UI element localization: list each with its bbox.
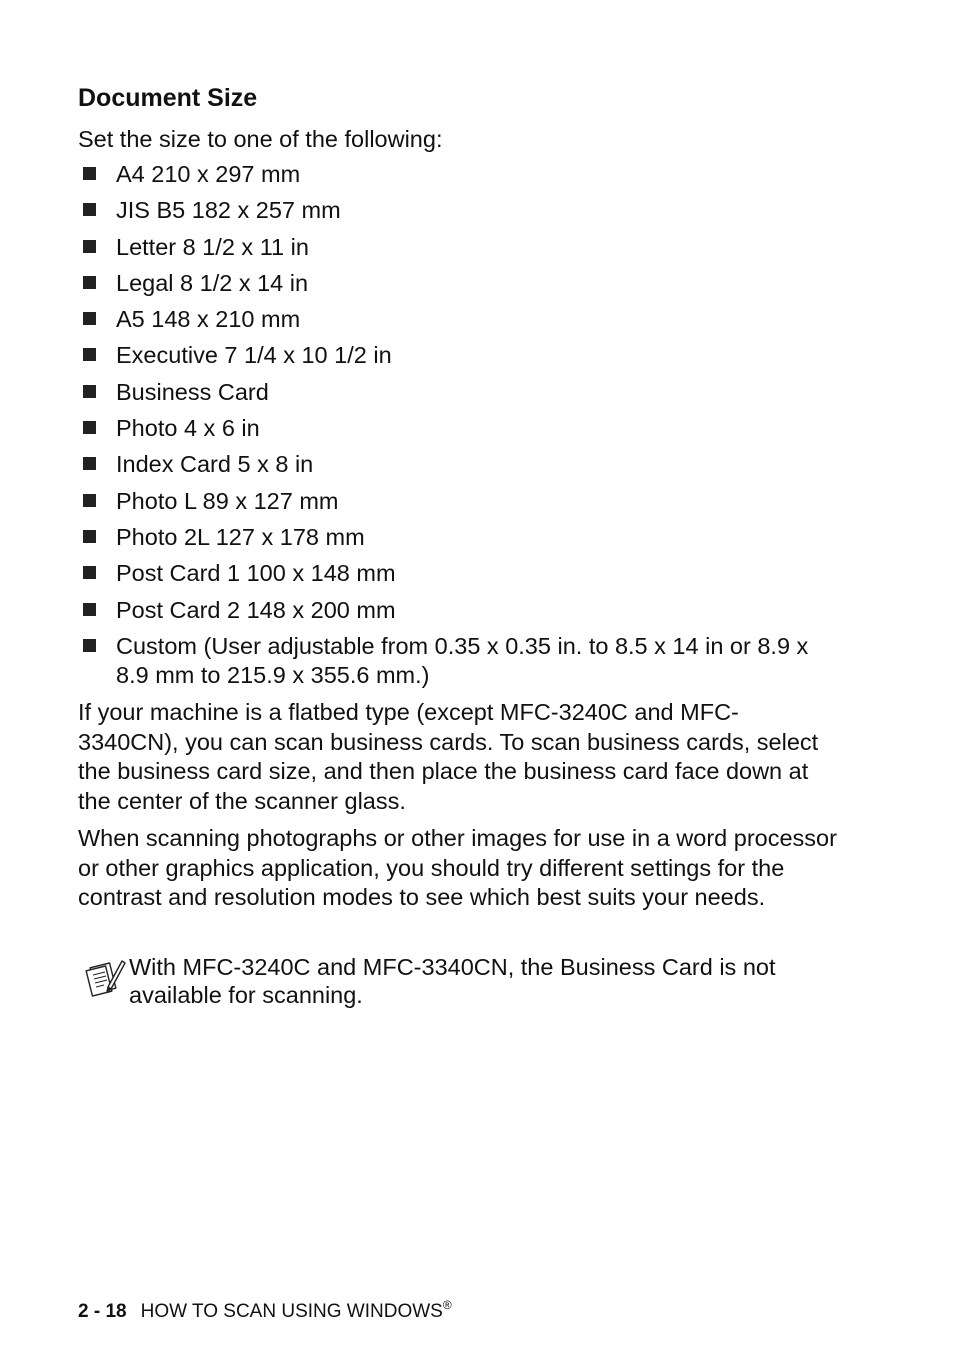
list-item [78,596,838,625]
list-item [78,233,838,262]
list-item-text: A5 148 x 210 mm [116,306,301,333]
square-bullet-icon [83,421,96,434]
list-item [78,632,838,690]
square-bullet-icon [83,494,96,507]
list-item-text: Index Card 5 x 8 in [116,451,314,478]
list-item-text: JIS B5 182 x 257 mm [116,197,341,224]
chapter-title: HOW TO SCAN USING WINDOWS [140,1301,443,1322]
square-bullet-icon [83,566,96,579]
note-pencil-icon [84,957,126,999]
list-item [78,341,838,370]
square-bullet-icon [83,203,96,216]
list-item-text: Letter 8 1/2 x 11 in [116,233,309,260]
list-item-text: Post Card 1 100 x 148 mm [116,560,396,587]
list-item [78,450,838,479]
list-item [78,487,838,516]
square-bullet-icon [83,276,96,289]
square-bullet-icon [83,530,96,543]
square-bullet-icon [83,385,96,398]
list-item-text: Custom (User adjustable from 0.35 x 0.35 in. to 8.5 x 14 in or 8.9 x 8.9 mm to 215.9 x 355.6 mm.) [116,632,809,688]
list-item-text: Executive 7 1/4 x 10 1/2 in [116,342,392,369]
square-bullet-icon [83,240,96,253]
square-bullet-icon [83,348,96,361]
list-item [78,196,838,225]
list-item-text: A4 210 x 297 mm [116,161,301,187]
list-item-text: Photo 4 x 6 in [116,415,260,442]
square-bullet-icon [83,312,96,325]
list-item-text: Legal 8 1/2 x 14 in [116,269,309,296]
list-item-text: Photo 2L 127 x 178 mm [116,523,365,550]
section-heading: Document Size [78,84,258,112]
registered-trademark: ® [442,1298,452,1312]
list-item [78,305,838,334]
square-bullet-icon [83,639,96,652]
square-bullet-icon [83,457,96,470]
list-item [78,160,838,189]
page-number: 2 - 18 [78,1301,127,1322]
business-card-paragraph: If your machine is a flatbed type (except MFC-3240C and MFC-3340CN), you can scan business cards. To scan business cards, select the business card size, and then place the business card face down at the center of the scanner glass. [78,699,819,814]
intro-text: Set the size to one of the following: [78,126,443,152]
square-bullet-icon [83,167,96,180]
page-footer [78,1299,452,1325]
document-size-list [78,160,838,697]
list-item [78,414,838,443]
square-bullet-icon [83,603,96,616]
list-item [78,523,838,552]
list-item-text: Post Card 2 148 x 200 mm [116,596,396,623]
list-item-text: Business Card [116,378,269,405]
note-text: With MFC-3240C and MFC-3340CN, the Business Card is not available for scanning. [129,954,776,1008]
list-item [78,269,838,298]
list-item [78,378,838,407]
list-item [78,559,838,588]
list-item-text: Photo L 89 x 127 mm [116,487,339,514]
photographs-paragraph: When scanning photographs or other images for use in a word processor or other graphics application, you should try different settings for the contrast and resolution modes to see which best suits your needs. [78,825,837,910]
